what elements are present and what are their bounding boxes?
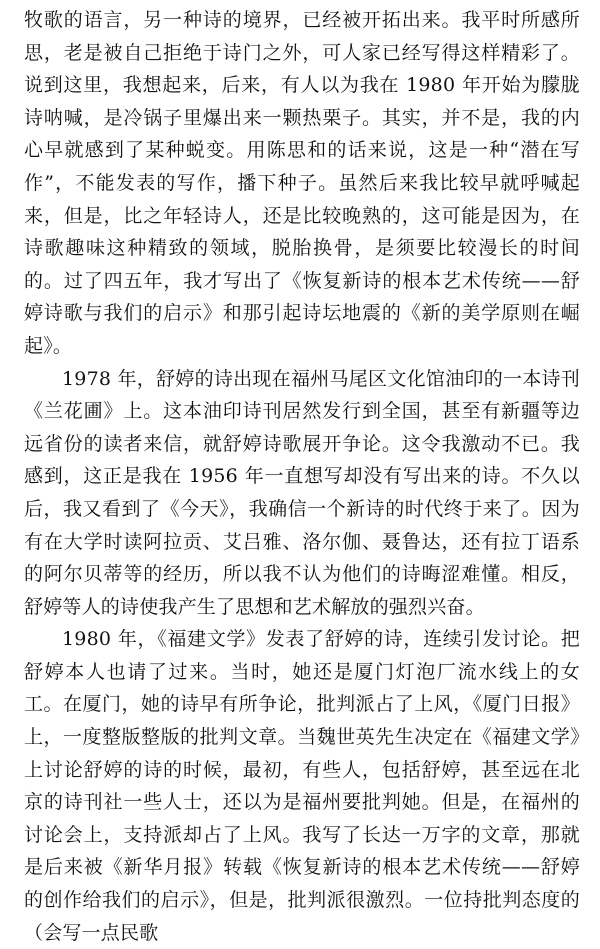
paragraph: 1978 年，舒婷的诗出现在福州马尾区文化馆油印的一本诗刊《兰花圃》上。这本油印诗刊居然发行到全国，甚至有新疆等边远省份的读者来信，就舒婷诗歌展开争论。这令我激动不已。我感到，这正是我在 1956 年一直想写却没有写出来的诗。不久以后，我又看到了《今天》，我确信一个新诗的时代终于来了。因为有在大学时读阿拉贡、艾吕雅、洛尔伽、聂鲁达，还有拉丁语系的阿尔贝蒂等的经历，所以我不认为他们的诗晦涩难懂。相反，舒婷等人的诗使我产生了思想和艺术解放的强烈兴奋。: [24, 367, 580, 618]
document-page: [24, 4, 580, 949]
paragraph: 牧歌的语言，另一种诗的境界，已经被开拓出来。我平时所感所思，老是被自己拒绝于诗门之外，可人家已经写得这样精彩了。说到这里，我想起来，后来，有人以为我在 1980 年开始为朦胧诗呐喊，是冷锅子里爆出来一颗热栗子。其实，并不是，我的内心早就感到了某种蜕变。用陈思和的话来说，这是一种“潜在写作”，不能发表的写作，播下种子。虽然后来我比较早就呼喊起来，但是，比之年轻诗人，还是比较晚熟的，这可能是因为，在诗歌趣味这种精致的领域，脱胎换骨，是须要比较漫长的时间的。过了四五年，我才写出了《恢复新诗的根本艺术传统——舒婷诗歌与我们的启示》和那引起诗坛地震的《新的美学原则在崛起》。: [24, 9, 580, 357]
paragraph: 1980 年，《福建文学》发表了舒婷的诗，连续引发讨论。把舒婷本人也请了过来。当时，她还是厦门灯泡厂流水线上的女工。在厦门，她的诗早有所争论，批判派占了上风，《厦门日报》上，一度整版整版的批判文章。当魏世英先生决定在《福建文学》上讨论舒婷的诗的时候，最初，有些人，包括舒婷，甚至远在北京的诗刊社一些人士，还以为是福州要批判她。但是，在福州的讨论会上，支持派却占了上风。我写了长达一万字的文章，那就是后来被《新华月报》转载《恢复新诗的根本艺术传统——舒婷的创作给我们的启示》，但是，批判派很激烈。一位持批判态度的（会写一点民歌: [24, 628, 580, 944]
